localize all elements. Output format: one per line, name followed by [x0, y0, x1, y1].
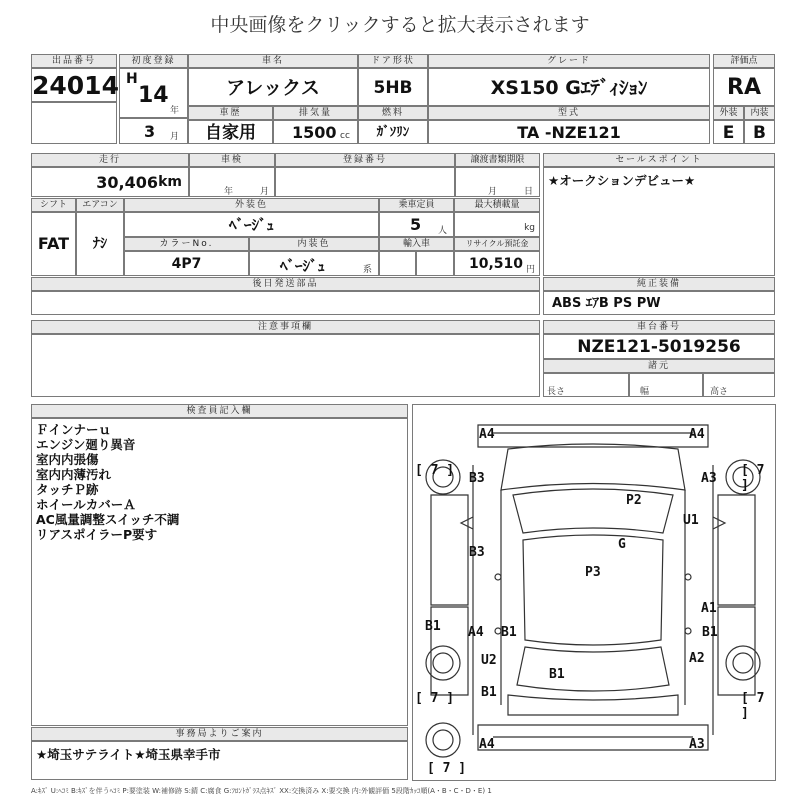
- grade: XS150 Gｴﾃﾞｨｼｮﾝ: [490, 77, 648, 99]
- mileage-unit: km: [158, 174, 182, 190]
- legend: A:ｷｽﾞ U:ﾍｺﾐ B:ｷｽﾞを伴うﾍｺﾐ P:要塗装 W:補修跡 S:錆 C:腐食 G:ﾌﾛﾝﾄｶﾞﾗｽ点ｷｽﾞ XX:交換済み X:要交換 内:外観評価 5段階ｶｯｺ順(A・B・C・D・E) 1: [31, 787, 492, 795]
- page-banner: 中央画像をクリックすると拡大表示されます: [210, 14, 590, 36]
- first-reg-cell: [119, 68, 188, 118]
- color-no: 4P7: [171, 256, 202, 272]
- first-reg-year-unit: 年: [170, 106, 180, 116]
- damage-mark: B3: [469, 545, 485, 560]
- rating-int-cell: [744, 120, 775, 144]
- fuel-label: 燃料: [358, 106, 428, 120]
- damage-mark: B1: [425, 619, 441, 634]
- lot-blank: [31, 102, 117, 144]
- inspector-line: ホイールカバーＡ: [36, 497, 136, 512]
- aircon-label: エアコン: [76, 198, 124, 212]
- rating-score: RA: [727, 75, 761, 100]
- damage-mark: P3: [585, 565, 601, 580]
- door-cell: [358, 68, 428, 106]
- color-no-cell: [124, 251, 249, 276]
- inspector-line: Ｆインナーｕ: [36, 422, 112, 437]
- ext-color-cell: [124, 212, 379, 237]
- lot-label: 出品番号: [31, 54, 117, 68]
- inspector-label: 検査員記入欄: [31, 404, 408, 418]
- caution-cell: [31, 334, 540, 397]
- capacity-unit: 人: [438, 226, 448, 236]
- damage-mark: U2: [481, 653, 497, 668]
- car-name-label: 車名: [188, 54, 358, 68]
- rating-label: 評価点: [713, 54, 775, 68]
- displacement: 1500: [292, 123, 337, 142]
- model-label: 型式: [428, 106, 710, 120]
- inspector-line: 室内内張傷: [36, 452, 99, 467]
- inspector-line: エンジン廻り異音: [36, 437, 136, 452]
- damage-mark: A4: [479, 427, 495, 442]
- damage-mark: A4: [479, 737, 495, 752]
- dim-length-cell: [543, 373, 629, 397]
- car-diagram[interactable]: [412, 404, 776, 781]
- inspection-month-unit: 月: [260, 187, 270, 197]
- displacement-unit: cc: [340, 131, 350, 141]
- usage-label: 車歴: [188, 106, 273, 120]
- grade-label: グレード: [428, 54, 710, 68]
- ext-color-label: 外装色: [124, 198, 379, 212]
- dim-height-cell: [703, 373, 775, 397]
- recycle-unit: 円: [525, 265, 535, 275]
- first-reg-label: 初度登録: [119, 54, 188, 68]
- damage-mark: A4: [689, 427, 705, 442]
- damage-mark: [ 7 ]: [427, 761, 467, 776]
- caution-label: 注意事項欄: [31, 320, 540, 334]
- color-no-label: カラーNo.: [124, 237, 249, 251]
- import-cell-2: [416, 251, 454, 276]
- later-parts-label: 後日発送部品: [31, 277, 540, 291]
- car-name: アレックス: [226, 77, 320, 99]
- damage-mark: A2: [689, 651, 705, 666]
- options: ABS ｴｱB PS PW: [552, 296, 661, 311]
- plate-label: 登録番号: [275, 153, 455, 167]
- car-outline-icon: [413, 405, 775, 780]
- options-cell: [543, 291, 775, 315]
- inspection-year-unit: 年: [224, 187, 234, 197]
- fuel: ｶﾞｿﾘﾝ: [376, 125, 410, 140]
- damage-mark: A4: [468, 625, 484, 640]
- lot-number: 24014: [32, 71, 119, 100]
- damage-mark: P2: [626, 493, 642, 508]
- transfer-label: 譲渡書類期限: [455, 153, 540, 167]
- rating-ext-label: 外装: [713, 106, 744, 120]
- max-load-label: 最大積載量: [454, 198, 540, 212]
- aircon: ﾅｼ: [93, 236, 107, 252]
- import-cell: [379, 251, 416, 276]
- mileage-cell: [31, 167, 189, 197]
- door-label: ドア形状: [358, 54, 428, 68]
- dim-width-cell: [629, 373, 703, 397]
- inspector-line: リアスポイラーP要す: [36, 527, 158, 542]
- first-reg-month: 3: [144, 122, 156, 141]
- damage-mark: B1: [481, 685, 497, 700]
- rating-cell: [713, 68, 775, 106]
- rating-ext: E: [722, 123, 735, 143]
- usage: 自家用: [205, 123, 256, 143]
- displacement-label: 排気量: [273, 106, 358, 120]
- dim-width: 幅: [640, 387, 650, 397]
- options-label: 純正装備: [543, 277, 775, 291]
- dim-height: 高さ: [710, 387, 729, 397]
- int-color: ﾍﾞｰｼﾞｭ: [280, 257, 326, 275]
- chassis-label: 車台番号: [543, 320, 775, 334]
- inspection-cell: [189, 167, 275, 197]
- int-color-unit: 系: [362, 265, 372, 275]
- usage-cell: [188, 120, 273, 144]
- inspector-line: AC風量調整スイッチ不調: [36, 512, 180, 527]
- shift: FAT: [37, 234, 70, 253]
- first-reg-month-cell: [119, 118, 188, 144]
- damage-mark: A3: [689, 737, 705, 752]
- recycle: 10,510: [468, 256, 523, 272]
- damage-mark: B1: [501, 625, 517, 640]
- inspector-line: 室内内薄汚れ: [36, 467, 112, 482]
- transfer-day-unit: 日: [524, 187, 534, 197]
- office-label: 事務局よりご案内: [31, 727, 408, 741]
- damage-mark: A1: [701, 601, 717, 616]
- sales-point: ★オークションデビュー★: [548, 173, 696, 188]
- rating-int: B: [753, 123, 766, 143]
- capacity-cell: [379, 212, 454, 237]
- later-parts-cell: [31, 291, 540, 315]
- int-color-label: 内装色: [249, 237, 379, 251]
- damage-mark: [ 7 ]: [741, 463, 765, 493]
- office-cell: [31, 741, 408, 780]
- dim-length: 長さ: [547, 387, 566, 397]
- int-color-cell: [249, 251, 379, 276]
- damage-mark: G: [618, 537, 626, 552]
- aircon-cell: [76, 212, 124, 276]
- damage-mark: [ 7 ]: [415, 463, 455, 478]
- rating-ext-cell: [713, 120, 744, 144]
- import-label: 輸入車: [379, 237, 454, 251]
- first-reg-month-unit: 月: [170, 132, 180, 142]
- sales-point-label: セールスポイント: [543, 153, 775, 167]
- lot-cell: [31, 68, 117, 102]
- shift-cell: [31, 212, 76, 276]
- inspector-cell: [31, 418, 408, 726]
- car-name-cell: [188, 68, 358, 106]
- inspection-label: 車検: [189, 153, 275, 167]
- damage-mark: B3: [469, 471, 485, 486]
- grade-cell: [428, 68, 710, 106]
- first-reg-year: 14: [138, 83, 169, 108]
- max-load-cell: [454, 212, 540, 237]
- capacity: 5: [410, 215, 422, 234]
- max-load-unit: kg: [524, 223, 535, 233]
- damage-mark: B1: [549, 667, 565, 682]
- first-reg-era: H: [126, 71, 138, 87]
- door-type: 5HB: [373, 78, 413, 98]
- sales-point-cell: [543, 167, 775, 276]
- recycle-cell: [454, 251, 540, 276]
- recycle-label: リサイクル預託金: [454, 237, 540, 251]
- damage-mark: B1: [702, 625, 718, 640]
- capacity-label: 乗車定員: [379, 198, 454, 212]
- plate-cell: [275, 167, 455, 197]
- rating-int-label: 内装: [744, 106, 775, 120]
- damage-mark: A3: [701, 471, 717, 486]
- chassis-cell: [543, 334, 775, 359]
- ext-color: ﾍﾞｰｼﾞｭ: [228, 216, 274, 234]
- damage-mark: U1: [683, 513, 699, 528]
- model-cell: [428, 120, 710, 144]
- mileage: 30,406: [96, 173, 158, 192]
- inspector-line: タッチＰ跡: [36, 482, 99, 497]
- office-info: ★埼玉サテライト★埼玉県幸手市: [36, 747, 221, 762]
- chassis-number: NZE121-5019256: [577, 337, 741, 357]
- mileage-label: 走行: [31, 153, 189, 167]
- model: TA -NZE121: [517, 123, 621, 142]
- transfer-month-unit: 月: [488, 187, 498, 197]
- damage-mark: [ 7 ]: [415, 691, 455, 706]
- displacement-cell: [273, 120, 358, 144]
- transfer-cell: [455, 167, 540, 197]
- shift-label: シフト: [31, 198, 76, 212]
- damage-mark: [ 7 ]: [741, 691, 765, 721]
- dimensions-label: 諸元: [543, 359, 775, 373]
- fuel-cell: [358, 120, 428, 144]
